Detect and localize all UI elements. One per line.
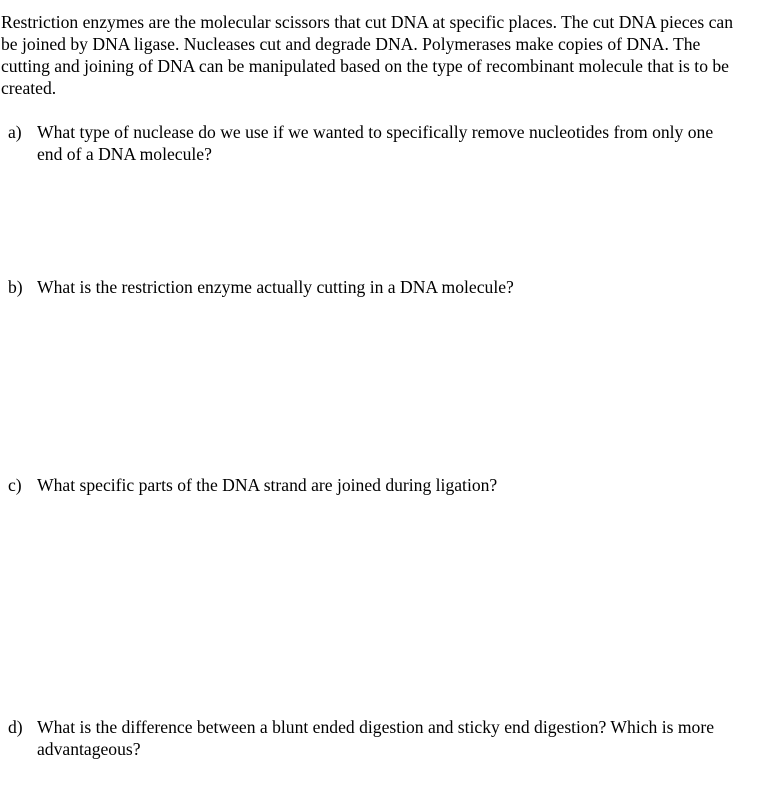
question-marker: a) (8, 122, 22, 142)
question-b (8, 276, 738, 298)
question-c (8, 474, 738, 496)
question-a (8, 121, 738, 165)
question-marker: d) (8, 717, 23, 737)
question-marker: b) (8, 277, 23, 297)
question-text: What is the difference between a blunt ended digestion and sticky end digestion? Which is more advantageous? (37, 717, 714, 759)
question-marker: c) (8, 475, 22, 495)
question-text: What is the restriction enzyme actually cutting in a DNA molecule? (37, 277, 514, 297)
intro-paragraph: Restriction enzymes are the molecular scissors that cut DNA at specific places. The cut DNA pieces can be joined by DNA ligase. Nucleases cut and degrade DNA. Polymerases make copies of DNA. The cutting and joining of DNA can be manipulated based on the type of recombinant molecule that is to be created. (1, 12, 734, 98)
question-text: What type of nuclease do we use if we wanted to specifically remove nucleotides from only one end of a DNA molecule? (37, 122, 714, 164)
question-d (8, 716, 738, 760)
question-text: What specific parts of the DNA strand are joined during ligation? (37, 475, 498, 495)
